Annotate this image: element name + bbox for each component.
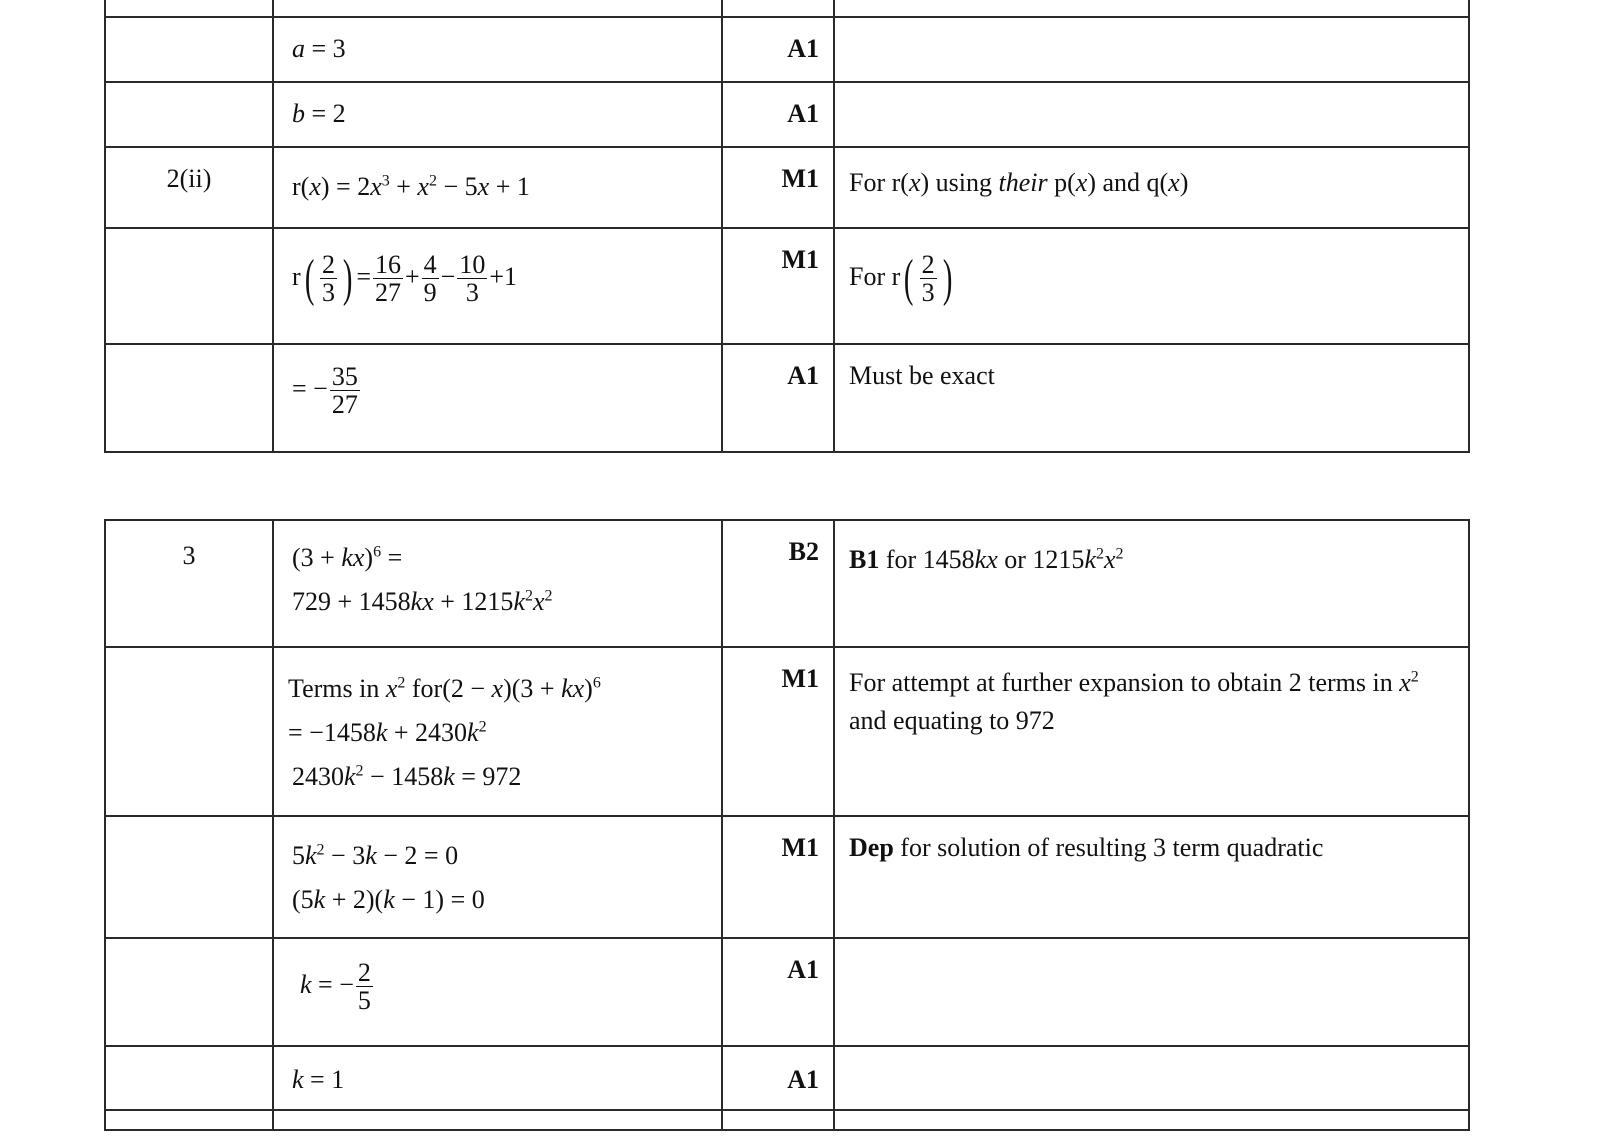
question-number: 2(ii) — [105, 147, 273, 228]
working-cell: = − $\frac{35}{27}$ — [273, 344, 722, 452]
mark-cell: B2 — [722, 520, 834, 647]
guidance-cell: For r( $\frac{2}{3}$ ) — [834, 228, 1469, 344]
table-row — [105, 228, 1469, 344]
table-row — [105, 147, 1469, 228]
table-row — [105, 1110, 1469, 1130]
mark-cell: A1 — [722, 938, 834, 1046]
question-number: 3 — [105, 520, 273, 647]
mark-cell: A1 — [722, 1046, 834, 1110]
table-row — [105, 0, 1469, 17]
table-row — [105, 17, 1469, 82]
guidance-cell — [834, 1046, 1469, 1110]
guidance-cell — [834, 938, 1469, 1046]
table-row — [105, 344, 1469, 452]
guidance-cell: For attempt at further expansion to obtain 2 terms in $x^2$ and equating to 972 — [834, 647, 1469, 816]
mark-cell: A1 — [722, 344, 834, 452]
working-cell — [273, 228, 722, 344]
working-cell: b = 2 — [273, 82, 722, 147]
working-cell: (3 + kx)$^6$ = $729 + 1458kx + 1215k^2x^2$ — [273, 520, 722, 647]
table-row — [105, 816, 1469, 938]
working-cell: Terms in $x^2$ for(2 − x)(3 + kx)$^6$ = $-1458k + 2430k^2$ $2430k^2 - 1458k = 972$ — [273, 647, 722, 816]
mark-cell: M1 — [722, 147, 834, 228]
working-cell: $5k^2 - 3k - 2 = 0$ (5k + 2)(k − 1) = 0 — [273, 816, 722, 938]
mark-cell: M1 — [722, 816, 834, 938]
mark-scheme-table-bottom — [104, 519, 1470, 1131]
mark-cell: A1 — [722, 17, 834, 82]
working-cell: a = 3 — [273, 17, 722, 82]
guidance-cell: Must be exact — [834, 344, 1469, 452]
mark-cell: A1 — [722, 82, 834, 147]
table-row — [105, 647, 1469, 816]
r-two-thirds-expression: r( $\frac{2}{3}$ ) = $\frac{16}{27}$ + $\frac{4}{9}$ − $\frac{10}{3}$ +1 — [292, 249, 518, 308]
guidance-cell: B1 for 1458kx or $1215k^2x^2$ — [834, 520, 1469, 647]
guidance-cell: Dep for solution of resulting 3 term quadratic — [834, 816, 1469, 938]
guidance-cell: For r(x) using their p(x) and q(x) — [834, 147, 1469, 228]
working-cell: $r(x) = 2x^3 + x^2 - 5x + 1$ — [273, 147, 722, 228]
working-cell: k = − $\frac{2}{5}$ — [273, 938, 722, 1046]
mark-scheme-table-top — [104, 0, 1470, 453]
guidance-cell — [834, 17, 1469, 82]
question-number — [105, 17, 273, 82]
mark-cell: M1 — [722, 647, 834, 816]
table-row — [105, 938, 1469, 1046]
mark-cell: M1 — [722, 228, 834, 344]
table-row — [105, 82, 1469, 147]
table-row — [105, 520, 1469, 647]
table-row — [105, 1046, 1469, 1110]
working-cell: k = 1 — [273, 1046, 722, 1110]
